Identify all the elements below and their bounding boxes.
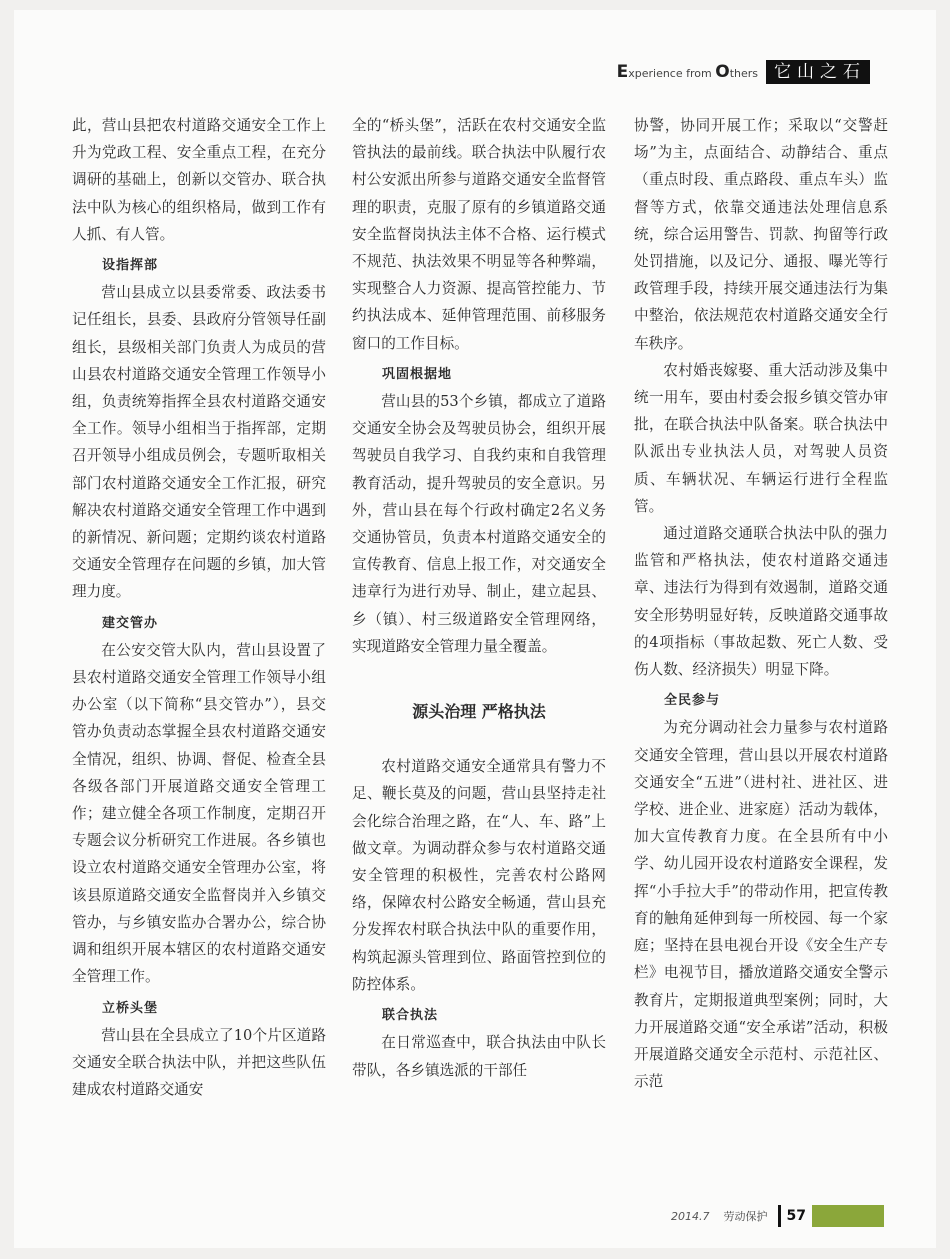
paragraph: 为充分调动社会力量参与农村道路交通安全管理，营山县以开展农村道路交通安全“五进”（进村社、进社区、进学校、进企业、进家庭）活动为载体，加大宣传教育力度。在全县所有中小学、幼儿园开设农村道路安全课程，发挥“小手拉大手”的带动作用，把宣传教育的触角延伸到每一所校园、每一个家庭；坚持在县电视台开设《安全生产专栏》电视节目，播放道路交通安全警示教育片，定期报道典型案例；同时，大力开展道路交通“安全承诺”活动，积极开展道路交通安全示范村、示范社区、示范	[634, 719, 888, 1091]
page-number: 57	[786, 1208, 806, 1224]
paragraph: 营山县成立以县委常委、政法委书记任组长，县委、县政府分管领导任副组长，县级相关部门负责人为成员的营山县农村道路交通安全管理工作领导小组，负责统筹指挥全县农村道路交通安全工作。领导小组相当于指挥部，定期召开领导小组成员例会，专题听取相关部门农村道路交通安全工作汇报，研究解决农村道路交通安全管理工作中遇到的新情况、新问题；定期约谈农村道路交通安全管理存在问题的乡镇，加大管理力度。	[72, 284, 326, 601]
text-column-1	[72, 112, 326, 1103]
paragraph: 协警，协同开展工作；采取以“交警赶场”为主，点面结合、动静结合、重点（重点时段、重点路段、重点车头）监督等方式，依靠交通违法处理信息系统，综合运用警告、罚款、拘留等行政处罚措施，以及记分、通报、曝光等行政管理手段，持续开展交通违法行为集中整治，依法规范农村道路交通安全行车秩序。	[634, 117, 888, 352]
paragraph: 农村道路交通安全通常具有警力不足、鞭长莫及的问题，营山县坚持走社会化综合治理之路，在“人、车、路”上做文章。为调动群众参与农村道路交通安全管理的积极性，完善农村公路网络，保障农村公路安全畅通，营山县充分发挥农村联合执法中队的重要作用，构筑起源头管理到位、路面管控到位的防控体系。	[352, 758, 606, 993]
paragraph: 全的“桥头堡”，活跃在农村交通安全监管执法的最前线。联合执法中队履行农村公安派出所参与道路交通安全监督管理的职责，克服了原有的乡镇道路交通安全监督岗执法主体不合格、运行模式不规范、执法效果不明显等各种弊端，实现整合人力资源、提高管控能力、节约执法成本、延伸管理范围、前移服务窗口的工作目标。	[352, 117, 606, 352]
column-header	[617, 60, 870, 84]
subheading: 建交管办	[102, 615, 159, 631]
column-name-english	[617, 62, 758, 82]
issue-date: 2014.7	[671, 1209, 710, 1223]
subheading: 巩固根据地	[382, 366, 453, 382]
subheading: 设指挥部	[102, 258, 159, 274]
brand-text-2: thers	[729, 67, 758, 80]
brand-letter-e: E	[616, 62, 629, 82]
paragraph: 在公安交管大队内，营山县设置了县农村道路交通安全管理工作领导小组办公室（以下简称“县交管办”），县交管办负责动态掌握全县农村道路交通安全情况，组织、协调、督促、检查全县各级各部门开展道路交通安全管理工作；建立健全各项工作制度，定期召开专题会议分析研究工作进展。各乡镇也设立农村道路交通安全管理办公室，将该县原道路交通安全监督岗并入乡镇交管办，与乡镇安监办合署办公，综合协调和组织开展本辖区的农村道路交通安全管理工作。	[72, 641, 326, 986]
magazine-name: 劳动保护	[723, 1210, 768, 1223]
section-heading: 源头治理 严格执法	[412, 702, 546, 722]
subheading: 立桥头堡	[102, 1000, 159, 1016]
subheading: 联合执法	[382, 1008, 439, 1024]
subheading: 全民参与	[664, 693, 721, 709]
page-footer	[671, 1205, 884, 1227]
text-column-2	[352, 112, 606, 1084]
paragraph: 在日常巡查中，联合执法由中队长带队，各乡镇选派的干部任	[352, 1034, 606, 1079]
brand-text-1: xperience from	[628, 67, 716, 80]
paragraph: 此，营山县把农村道路交通安全工作上升为党政工程、安全重点工程，在充分调研的基础上，创新以交管办、联合执法中队为核心的组织格局，做到工作有人抓、有人管。	[72, 117, 326, 243]
paragraph: 农村婚丧嫁娶、重大活动涉及集中统一用车，要由村委会报乡镇交管办审批，在联合执法中队备案。联合执法中队派出专业执法人员，对驾驶人员资质、车辆状况、车辆运行进行全程监管。	[634, 361, 888, 515]
paragraph: 营山县的53个乡镇，都成立了道路交通安全协会及驾驶员协会，组织开展驾驶员自我学习、自我约束和自我管理教育活动，提升驾驶员的安全意识。另外，营山县在每个行政村确定2名义务交通协管员，负责本村道路交通安全的宣传教育、信息上报工作，对交通安全违章行为进行劝导、制止，建立起县、乡（镇）、村三级道路安全管理网络，实现道路安全管理力量全覆盖。	[352, 393, 606, 655]
text-column-3	[634, 112, 888, 1095]
paragraph: 通过道路交通联合执法中队的强力监管和严格执法，使农村道路交通违章、违法行为得到有效遏制，道路交通安全形势明显好转，反映道路交通事故的4项指标（事故起数、死亡人数、受伤人数、经济损失）明显下降。	[634, 525, 888, 679]
column-name-chinese: 它山之石	[766, 60, 870, 84]
footer-divider	[778, 1205, 781, 1227]
paragraph: 营山县在全县成立了10个片区道路交通安全联合执法中队，并把这些队伍建成农村道路交通安	[72, 1026, 326, 1099]
brand-letter-o: O	[715, 62, 730, 82]
footer-color-strip	[812, 1205, 884, 1227]
